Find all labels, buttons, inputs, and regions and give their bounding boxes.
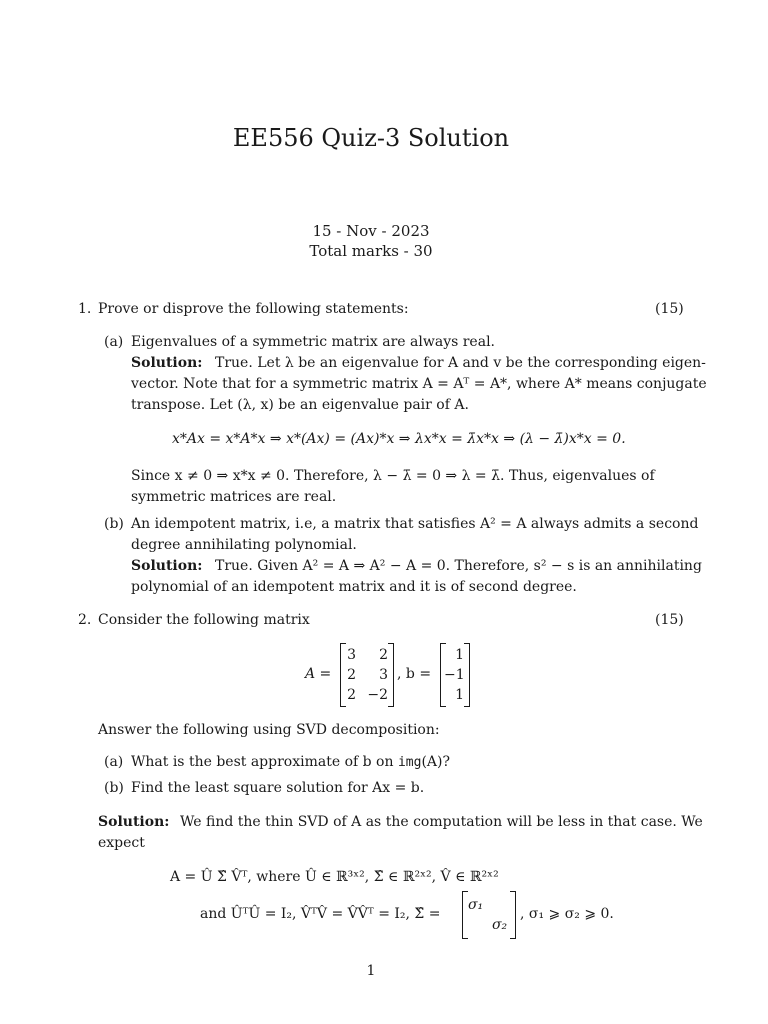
sigma-1: σ₁ [468, 897, 484, 913]
q2-solution-label: Solution: [98, 814, 170, 830]
vector-b-cell: 1 [455, 647, 464, 663]
q2b-label: (b) [104, 780, 124, 796]
q1b-solution-line2: polynomial of an idempotent matrix and it is of second degree. [131, 579, 577, 595]
total-marks: Total marks - 30 [309, 242, 433, 260]
orthogonality-equation: and ÛᵀÛ = I₂, V̂ᵀV̂ = V̂V̂ᵀ = I₂, Σ̂ = [200, 906, 441, 922]
q2-text: Consider the following matrix [98, 612, 310, 628]
q1a-equation: x*Ax = x*A*x ⇒ x*(Ax) = (Ax)*x ⇒ λx*x = λ̄x*x ⇒ (λ − λ̄)x*x = 0. [172, 431, 626, 447]
matrix-a-cell: 2 [347, 667, 356, 683]
matrix-a-cell: 3 [379, 667, 388, 683]
q1a-solution-label: Solution: [131, 355, 203, 371]
matrix-a-cell: 2 [379, 647, 388, 663]
vector-b [440, 643, 470, 705]
sigma-matrix [462, 891, 516, 937]
q1b-label: (b) [104, 516, 124, 532]
q2-number: 2. [78, 612, 92, 628]
q1a-solution-line4: Since x ≠ 0 ⇒ x*x ≠ 0. Therefore, λ − λ̄ = 0 ⇒ λ = λ̄. Thus, eigenvalues of [131, 468, 655, 484]
matrix-a-cell: 2 [347, 687, 356, 703]
q2-answer-intro: Answer the following using SVD decomposition: [98, 722, 440, 738]
q2b-text: Find the least square solution for Ax = b. [131, 780, 425, 796]
q1a-label: (a) [104, 334, 124, 350]
q1b-solution-line1: True. Given A² = A ⇒ A² − A = 0. Therefore, s² − s is an annihilating [215, 558, 702, 574]
q2-solution-line2: expect [98, 835, 145, 851]
b-vector-label: , b = [397, 666, 432, 682]
q2-solution-line1: We find the thin SVD of A as the computation will be less in that case. We [180, 814, 703, 830]
q2-marks: (15) [655, 612, 684, 628]
page-title: EE556 Quiz-3 Solution [232, 124, 510, 152]
matrix-a-cell: 3 [347, 647, 356, 663]
q1a-solution-line2: vector. Note that for a symmetric matrix A = Aᵀ = A*, where A* means conjugate [131, 376, 707, 392]
matrix-a-cell: −2 [367, 687, 388, 703]
q1b-statement-line1: An idempotent matrix, i.e, a matrix that satisfies A² = A always admits a second [131, 516, 699, 532]
sigma-condition: , σ₁ ⩾ σ₂ ⩾ 0. [520, 906, 614, 922]
page-number: 1 [366, 963, 376, 979]
q1b-statement-line2: degree annihilating polynomial. [131, 537, 357, 553]
quiz-date: 15 - Nov - 2023 [312, 222, 430, 240]
q1a-solution-line3: transpose. Let (λ, x) be an eigenvalue pair of A. [131, 397, 469, 413]
svd-equation: A = Û Σ̂ V̂ᵀ, where Û ∈ ℝ³ˣ², Σ̂ ∈ ℝ²ˣ², V̂ ∈ ℝ²ˣ² [170, 869, 499, 885]
q1a-solution-line5: symmetric matrices are real. [131, 489, 337, 505]
q1-number: 1. [78, 301, 92, 317]
q1-text: Prove or disprove the following statements: [98, 301, 409, 317]
q1a-solution-line1: True. Let λ be an eigenvalue for A and v be the corresponding eigen- [215, 355, 706, 371]
q1a-statement: Eigenvalues of a symmetric matrix are always real. [131, 334, 495, 350]
q2a-text: What is the best approximate of b on img(A)? [131, 754, 450, 770]
vector-b-cell: 1 [455, 687, 464, 703]
q2a-label: (a) [104, 754, 124, 770]
vector-b-cell: −1 [444, 667, 465, 683]
matrix-a [340, 643, 394, 705]
matrix-a-label: A = [305, 666, 332, 682]
q1-marks: (15) [655, 301, 684, 317]
sigma-2: σ₂ [492, 917, 508, 933]
q1b-solution-label: Solution: [131, 558, 203, 574]
